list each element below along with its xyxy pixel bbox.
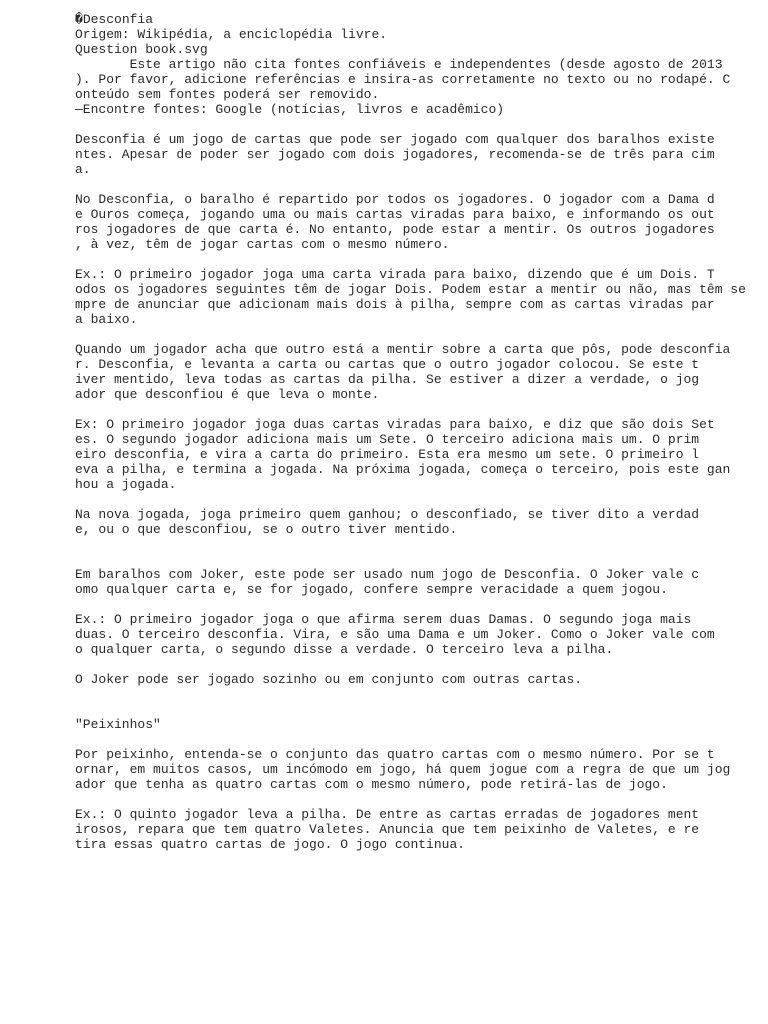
paragraph-line: Ex.: O primeiro jogador joga uma carta virada para baixo, dizendo que é um Dois. T [75,267,715,282]
joker-paragraph-line: O Joker pode ser jogado sozinho ou em conjunto com outras cartas. [75,672,583,687]
paragraph-line: Quando um jogador acha que outro está a mentir sobre a carta que pôs, pode desconfia [75,342,731,357]
paragraph-line: es. O segundo jogador adiciona mais um Sete. O terceiro adiciona mais um. O prim [75,432,700,447]
paragraph-line: No Desconfia, o baralho é repartido por todos os jogadores. O jogador com a Dama d [75,192,715,207]
joker-paragraph-line: o qualquer carta, o segundo disse a verdade. O terceiro leva a pilha. [75,642,614,657]
joker-paragraph-line: Ex.: O primeiro jogador joga o que afirma serem duas Damas. O segundo joga mais [75,612,692,627]
peixinhos-paragraph-line: ador que tenha as quatro cartas com o mesmo número, pode retirá-las de jogo. [75,777,668,792]
paragraph-line: Ex: O primeiro jogador joga duas cartas viradas para baixo, e diz que são dois Set [75,417,715,432]
section-heading-peixinhos: "Peixinhos" [75,717,161,732]
paragraph-line: Desconfia é um jogo de cartas que pode ser jogado com qualquer dos baralhos existe [75,132,715,147]
notice-line: onteúdo sem fontes poderá ser removido. [75,87,380,102]
page-title: �Desconfia [75,12,154,27]
paragraph-line: Na nova jogada, joga primeiro quem ganhou; o desconfiado, se tiver dito a verdad [75,507,700,522]
paragraph-line: odos os jogadores seguintes têm de jogar Dois. Podem estar a mentir ou não, mas têm se [75,282,746,297]
joker-paragraph-line: omo qualquer carta e, se for jogado, confere sempre veracidade a quem jogou. [75,582,668,597]
paragraph-line: ros jogadores de que carta é. No entanto, pode estar a mentir. Os outros jogadores [75,222,715,237]
paragraph-line: e Ouros começa, jogando uma ou mais cartas viradas para baixo, e informando os out [75,207,715,222]
joker-paragraph-line: Em baralhos com Joker, este pode ser usado num jogo de Desconfia. O Joker vale c [75,567,700,582]
peixinhos-paragraph-line: irosos, repara que tem quatro Valetes. Anuncia que tem peixinho de Valetes, e re [75,822,700,837]
peixinhos-paragraph-line: ornar, em muitos casos, um incómodo em jogo, há quem jogue com a regra de que um jog [75,762,731,777]
paragraph-line: r. Desconfia, e levanta a carta ou cartas que o outro jogador colocou. Se este t [75,357,700,372]
notice-line: Este artigo não cita fontes confiáveis e independentes (desde agosto de 2013 [75,57,723,72]
paragraph-line: a. [75,162,91,177]
image-filename: Question book.svg [75,42,208,57]
paragraph-line: eva a pilha, e termina a jogada. Na próxima jogada, começa o terceiro, pois este gan [75,462,731,477]
paragraph-line: , à vez, têm de jogar cartas com o mesmo número. [75,237,450,252]
paragraph-line: a baixo. [75,312,138,327]
paragraph-line: ador que desconfiou é que leva o monte. [75,387,380,402]
notice-line: ). Por favor, adicione referências e insira-as corretamente no texto ou no rodapé. C [75,72,731,87]
paragraph-line: iver mentido, leva todas as cartas da pilha. Se estiver a dizer a verdade, o jog [75,372,700,387]
find-sources-line: —Encontre fontes: Google (notícias, livros e acadêmico) [75,102,505,117]
peixinhos-paragraph-line: Por peixinho, entenda-se o conjunto das quatro cartas com o mesmo número. Por se t [75,747,715,762]
joker-paragraph-line: duas. O terceiro desconfia. Vira, e são uma Dama e um Joker. Como o Joker vale com [75,627,715,642]
paragraph-line: hou a jogada. [75,477,177,492]
paragraph-line: ntes. Apesar de poder ser jogado com dois jogadores, recomenda-se de três para cim [75,147,715,162]
peixinhos-paragraph-line: tira essas quatro cartas de jogo. O jogo continua. [75,837,466,852]
paragraph-line: mpre de anunciar que adicionam mais dois à pilha, sempre com as cartas viradas par [75,297,715,312]
peixinhos-paragraph-line: Ex.: O quinto jogador leva a pilha. De entre as cartas erradas de jogadores ment [75,807,700,822]
paragraph-line: e, ou o que desconfiou, se o outro tiver mentido. [75,522,458,537]
document-body [75,12,765,852]
paragraph-line: eiro desconfia, e vira a carta do primeiro. Esta era mesmo um sete. O primeiro l [75,447,700,462]
origin-line: Origem: Wikipédia, a enciclopédia livre. [75,27,388,42]
